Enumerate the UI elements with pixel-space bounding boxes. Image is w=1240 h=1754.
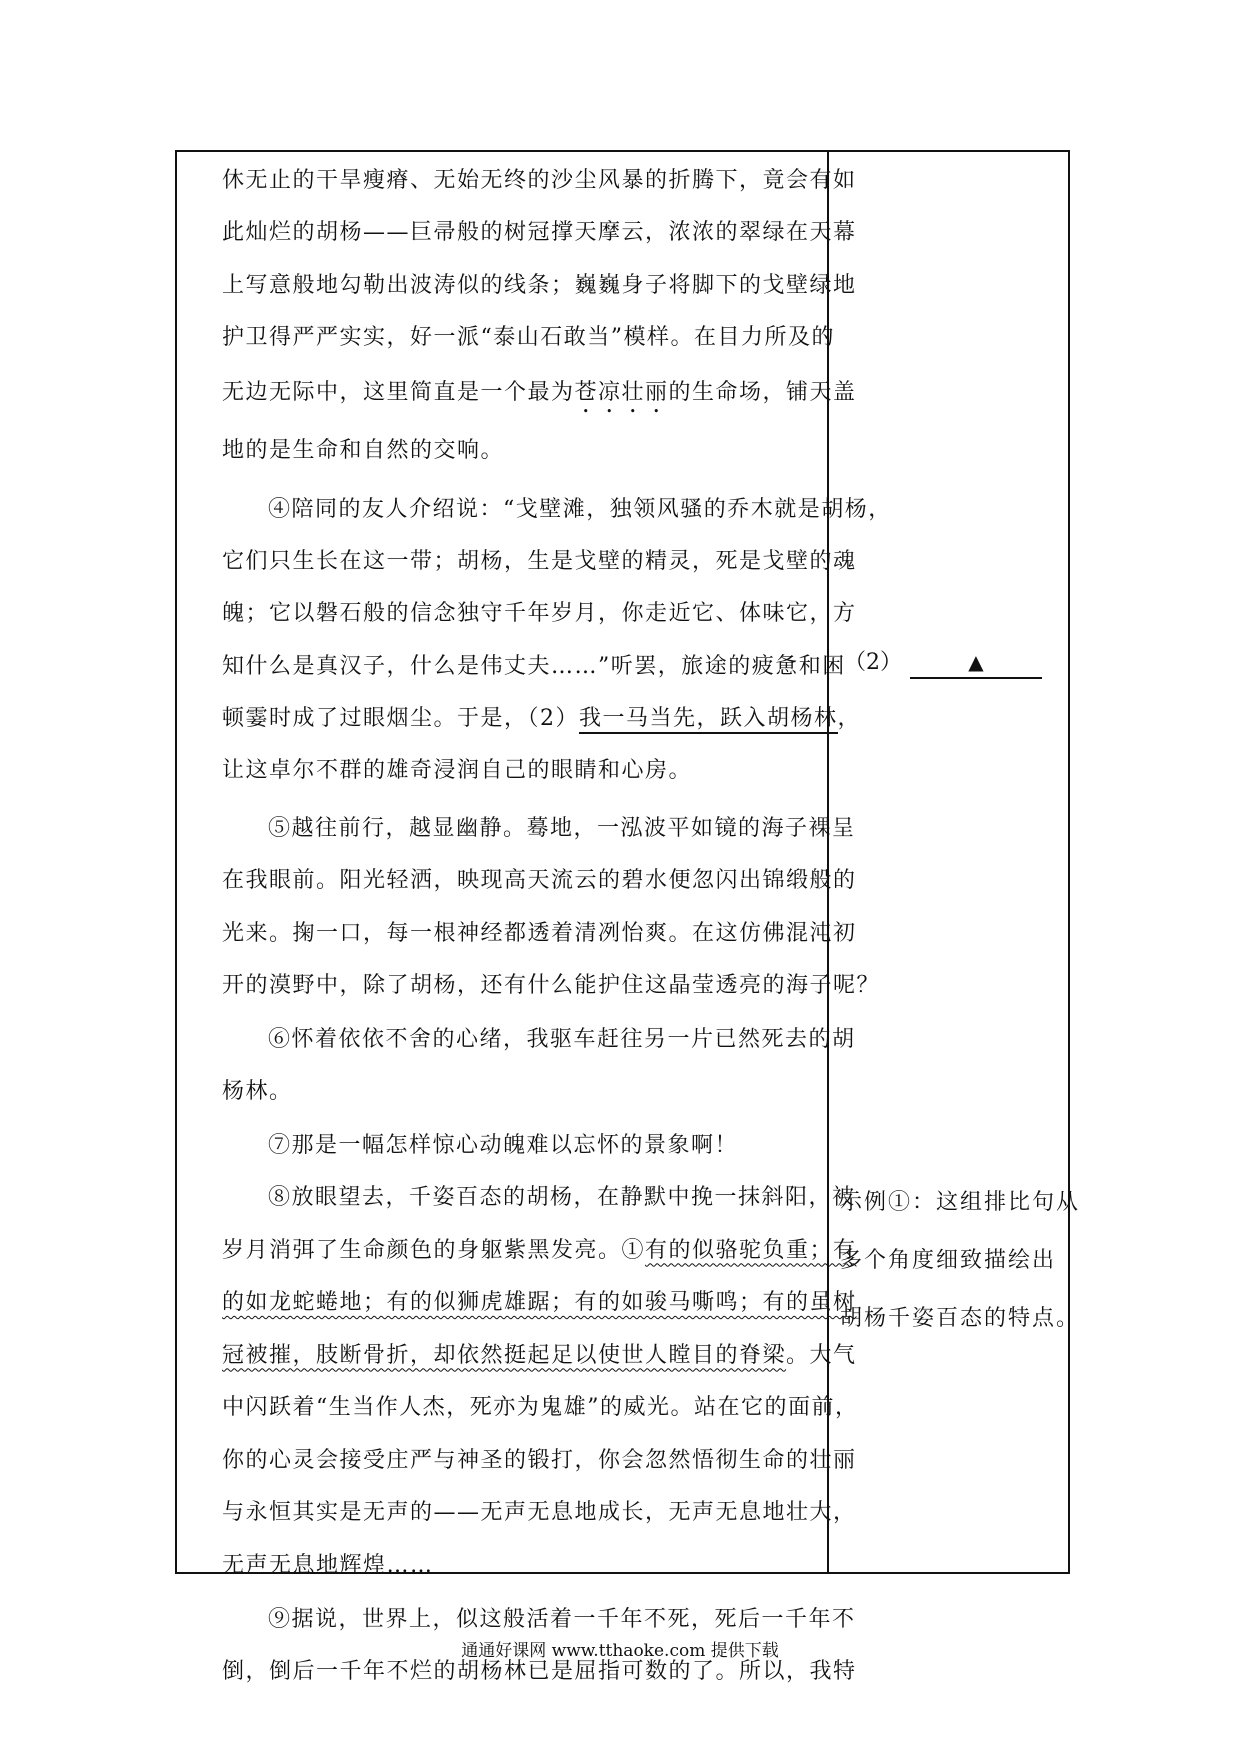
- passage-line: 让这卓尔不群的雄奇浸润自己的眼睛和心房。: [222, 758, 693, 784]
- passage-line: 开的漠野中，除了胡杨，还有什么能护住这晶莹透亮的海子呢？: [222, 973, 881, 999]
- wavy-underlined-text: 有的似骆驼负重；有: [645, 1237, 857, 1263]
- passage-line: ⑨据说，世界上，似这般活着一千年不死，死后一千年不: [268, 1606, 856, 1632]
- passage-line: [222, 1274, 857, 1332]
- answer-2-blank: [844, 643, 1042, 683]
- passage-line: 地的是生命和自然的交响。: [222, 437, 505, 463]
- passage-line: 休无止的干旱瘦瘠、无始无终的沙尘风暴的折腾下，竟会有如: [222, 168, 857, 193]
- passage-line: 无声无息地辉煌……: [222, 1552, 434, 1578]
- passage-line: 与永恒其实是无声的——无声无息地成长，无声无息地壮大，: [222, 1500, 857, 1526]
- passage-line: ⑦那是一幅怎样惊心动魄难以忘怀的景象啊！: [268, 1132, 739, 1158]
- passage-line: 知什么是真汉子，什么是伟丈夫……”听罢，旅途的疲惫和困: [222, 653, 846, 679]
- question-2-label: （2）: [844, 650, 902, 675]
- passage-line: 倒，倒后一千年不烂的胡杨林已是屈指可数的了。所以，我特: [222, 1659, 857, 1685]
- passage-line: ⑥怀着依依不舍的心绪，我驱车赶往另一片已然死去的胡: [268, 1026, 856, 1052]
- example-answer-line: 胡杨千姿百态的特点。: [840, 1306, 1081, 1331]
- underlined-sentence-2: 我一马当先，跃入胡杨林: [579, 706, 838, 734]
- example-answer-line: 示例①：这组排比句从: [840, 1190, 1081, 1215]
- passage-line: ⑤越往前行，越显幽静。蓦地，一泓波平如镜的海子裸呈: [268, 815, 856, 841]
- passage-line: 岁月消弭了生命颜色的身躯紫黑发亮。①有的似骆驼负重；有: [222, 1237, 857, 1263]
- triangle-icon: ▲: [968, 650, 984, 674]
- passage-line: 光来。掬一口，每一根神经都透着清冽怡爽。在这仿佛混沌初: [222, 920, 857, 946]
- passage-line: 杨林。: [222, 1079, 293, 1105]
- passage-line: 此灿烂的胡杨——巨帚般的树冠撑天摩云，浓浓的翠绿在天幕: [222, 220, 857, 246]
- example-answer-line: 多个角度细致描绘出: [840, 1248, 1057, 1273]
- passage-line: 它们只生长在这一带；胡杨，生是戈壁的精灵，死是戈壁的魂: [222, 549, 857, 574]
- passage-line: 无边无际中，这里简直是一个最为苍凉壮丽的生命场，铺天盖: [222, 379, 857, 405]
- emphasis-dotted-text: 苍凉壮丽: [574, 379, 669, 405]
- passage-line: 中闪跃着“生当作人杰，死亦为鬼雄”的威光。站在它的面前，: [222, 1395, 859, 1421]
- wavy-underlined-text: 冠被摧，肢断骨折，却依然挺起足以使世人瞠目的脊梁: [222, 1342, 787, 1368]
- passage-line: ⑧放眼望去，千姿百态的胡杨，在静默中挽一抹斜阳，被: [268, 1185, 856, 1211]
- passage-line: 你的心灵会接受庄严与神圣的锻打，你会忽然悟彻生命的壮丽: [222, 1447, 857, 1473]
- passage-line: ④陪同的友人介绍说：“戈壁滩，独领风骚的乔木就是胡杨，: [268, 496, 892, 522]
- passage-line: 冠被摧，肢断骨折，却依然挺起足以使世人瞠目的脊梁。大气: [222, 1342, 857, 1368]
- passage-line: 护卫得严严实实，好一派“泰山石敢当”模样。在目力所及的: [222, 325, 835, 351]
- passage-line: 上写意般地勾勒出波涛似的线条；巍巍身子将脚下的戈壁绿地: [222, 272, 857, 298]
- answer-2-field[interactable]: [910, 647, 1042, 679]
- passage-line: 魄；它以磐石般的信念独守千年岁月，你走近它、体味它，方: [222, 601, 857, 627]
- passage-line: 在我眼前。阳光轻洒，映现高天流云的碧水便忽闪出锦缎般的: [222, 868, 857, 894]
- page-footer: 通通好课网 www.tthaoke.com 提供下载: [461, 1641, 779, 1661]
- wavy-underlined-text: 的如龙蛇蜷地；有的似狮虎雄踞；有的如骏马嘶鸣；有的虽树: [222, 1290, 857, 1316]
- passage-line: 顿霎时成了过眼烟尘。于是，（2）我一马当先，跃入胡杨林，: [222, 690, 822, 748]
